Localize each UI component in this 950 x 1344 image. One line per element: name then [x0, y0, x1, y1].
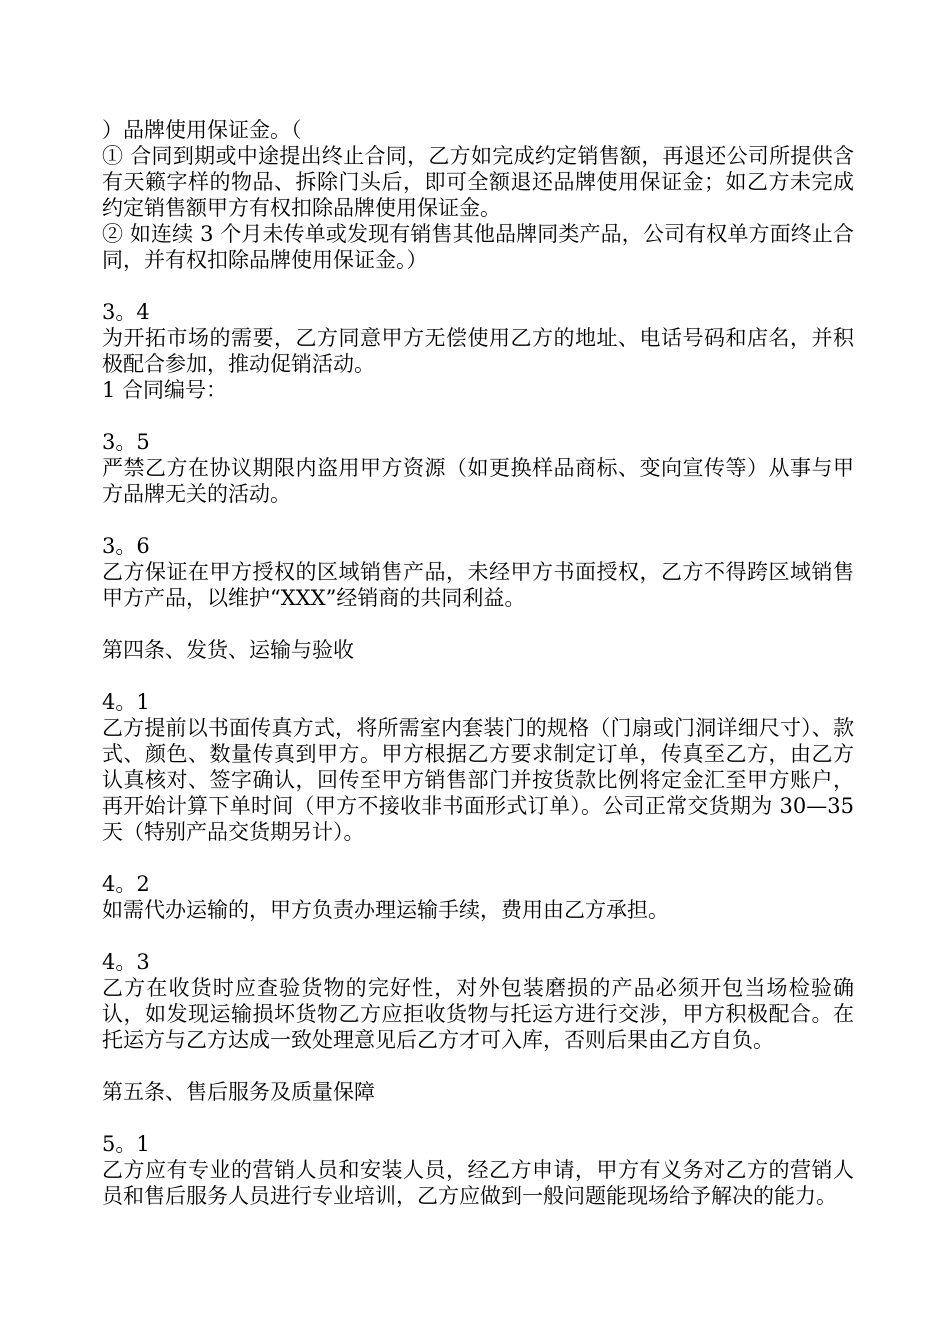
heading-article-5: 第五条、售后服务及质量保障 [102, 1080, 375, 1104]
paragraph-deposit-clause-1: ① 合同到期或中途提出终止合同，乙方如完成约定销售额，再退还公司所提供含有天籁字样的物品、拆除门头后，即可全额退还品牌使用保证金；如乙方未完成约定销售额甲方有权扣除品牌使用保证金。 [102, 144, 854, 220]
section-number-4-1: 4。1 [102, 690, 150, 714]
contract-number-label: 1 合同编号： [102, 378, 228, 402]
heading-article-4: 第四条、发货、运输与验收 [102, 638, 354, 662]
paragraph-4-1: 乙方提前以书面传真方式，将所需室内套装门的规格（门扇或门洞详细尺寸）、款式、颜色、数量传真到甲方。甲方根据乙方要求制定订单，传真至乙方，由乙方认真核对、签字确认，回传至甲方销售部门并按货款比例将定金汇至甲方账户，再开始计算下单时间（甲方不接收非书面形式订单）。公司正常交货期为 30—35 天（特别产品交货期另计）。 [102, 716, 854, 844]
paragraph-3-6: 乙方保证在甲方授权的区域销售产品，未经甲方书面授权，乙方不得跨区域销售甲方产品，以维护“XXX”经销商的共同利益。 [102, 560, 854, 610]
paragraph-3-5: 严禁乙方在协议期限内盗用甲方资源（如更换样品商标、变向宣传等）从事与甲方品牌无关的活动。 [102, 456, 854, 506]
section-number-3-5: 3。5 [102, 430, 150, 454]
paragraph-3-4: 为开拓市场的需要，乙方同意甲方无偿使用乙方的地址、电话号码和店名，并积极配合参加，推动促销活动。 [102, 326, 854, 376]
section-number-5-1: 5。1 [102, 1132, 150, 1156]
paragraph-4-2: 如需代办运输的，甲方负责办理运输手续，费用由乙方承担。 [102, 898, 669, 922]
spacer [102, 273, 854, 299]
document-page [102, 117, 854, 1209]
paragraph-deposit-tail: ）品牌使用保证金。（ [102, 118, 302, 142]
section-number-4-3: 4。3 [102, 950, 150, 974]
spacer [102, 845, 854, 871]
spacer [102, 1105, 854, 1131]
paragraph-4-3: 乙方在收货时应查验货物的完好性，对外包装磨损的产品必须开包当场检验确认，如发现运输损坏货物乙方应拒收货物与托运方进行交涉，甲方积极配合。在托运方与乙方达成一致处理意见后乙方才可入库，否则后果由乙方自负。 [102, 976, 854, 1052]
spacer [102, 663, 854, 689]
spacer [102, 611, 854, 637]
paragraph-deposit-clause-2: ② 如连续 3 个月未传单或发现有销售其他品牌同类产品，公司有权单方面终止合同，并有权扣除品牌使用保证金。） [102, 222, 854, 272]
section-number-3-6: 3。6 [102, 534, 150, 558]
spacer [102, 507, 854, 533]
spacer [102, 403, 854, 429]
paragraph-5-1: 乙方应有专业的营销人员和安装人员，经乙方申请，甲方有义务对乙方的营销人员和售后服务人员进行专业培训，乙方应做到一般问题能现场给予解决的能力。 [102, 1158, 854, 1208]
spacer [102, 1053, 854, 1079]
spacer [102, 923, 854, 949]
section-number-4-2: 4。2 [102, 872, 150, 896]
section-number-3-4: 3。4 [102, 300, 150, 324]
